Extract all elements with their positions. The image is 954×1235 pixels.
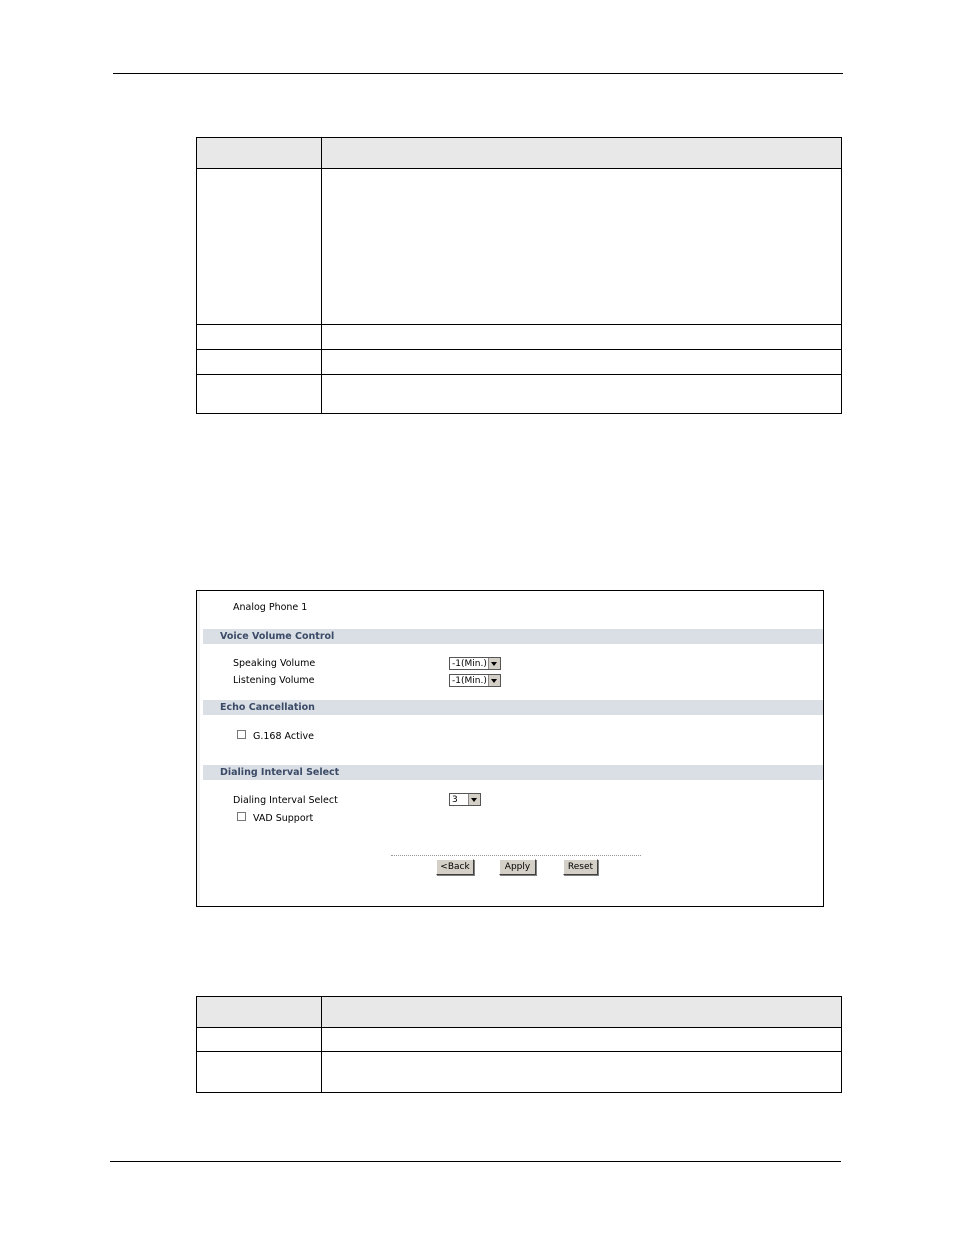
lower-table bbox=[196, 996, 842, 1093]
footer-rule bbox=[110, 1161, 841, 1162]
g168-label: G.168 Active bbox=[253, 731, 314, 742]
page-title: Analog Phone 1 bbox=[233, 602, 308, 613]
listening-volume-label: Listening Volume bbox=[233, 675, 315, 686]
dialing-interval-value: 3 bbox=[452, 795, 458, 805]
upper-table bbox=[196, 137, 842, 414]
vad-label: VAD Support bbox=[253, 813, 314, 824]
table-row bbox=[197, 1052, 842, 1093]
chevron-down-icon bbox=[488, 658, 500, 669]
dialing-interval-select[interactable] bbox=[449, 793, 481, 806]
apply-button[interactable]: Apply bbox=[499, 859, 536, 875]
speaking-volume-select[interactable] bbox=[449, 657, 501, 670]
speaking-volume-label: Speaking Volume bbox=[233, 658, 316, 669]
chevron-down-icon bbox=[488, 675, 500, 686]
table-row bbox=[197, 1028, 842, 1052]
speaking-volume-value: -1(Min.) bbox=[452, 659, 487, 669]
section-header-dialing-interval: Dialing Interval Select bbox=[203, 765, 823, 780]
table-row bbox=[197, 350, 842, 375]
back-button[interactable]: <Back bbox=[436, 859, 474, 875]
analog-phone-screenshot bbox=[196, 590, 824, 907]
reset-button[interactable]: Reset bbox=[563, 859, 598, 875]
table-row bbox=[197, 375, 842, 414]
vad-checkbox[interactable] bbox=[237, 812, 246, 821]
section-header-echo-cancellation: Echo Cancellation bbox=[203, 700, 823, 715]
table-row bbox=[197, 325, 842, 350]
listening-volume-value: -1(Min.) bbox=[452, 676, 487, 686]
lower-table-header-col1 bbox=[197, 997, 322, 1028]
listening-volume-select[interactable] bbox=[449, 674, 501, 687]
chevron-down-icon bbox=[468, 794, 480, 805]
table-row bbox=[197, 169, 842, 325]
button-divider bbox=[391, 855, 641, 856]
upper-table-header-col2 bbox=[322, 138, 842, 169]
upper-table-header-col1 bbox=[197, 138, 322, 169]
dialing-interval-label: Dialing Interval Select bbox=[233, 795, 338, 806]
section-header-voice-volume: Voice Volume Control bbox=[203, 629, 823, 644]
lower-table-header-col2 bbox=[322, 997, 842, 1028]
header-rule bbox=[113, 73, 843, 74]
g168-checkbox[interactable] bbox=[237, 730, 246, 739]
